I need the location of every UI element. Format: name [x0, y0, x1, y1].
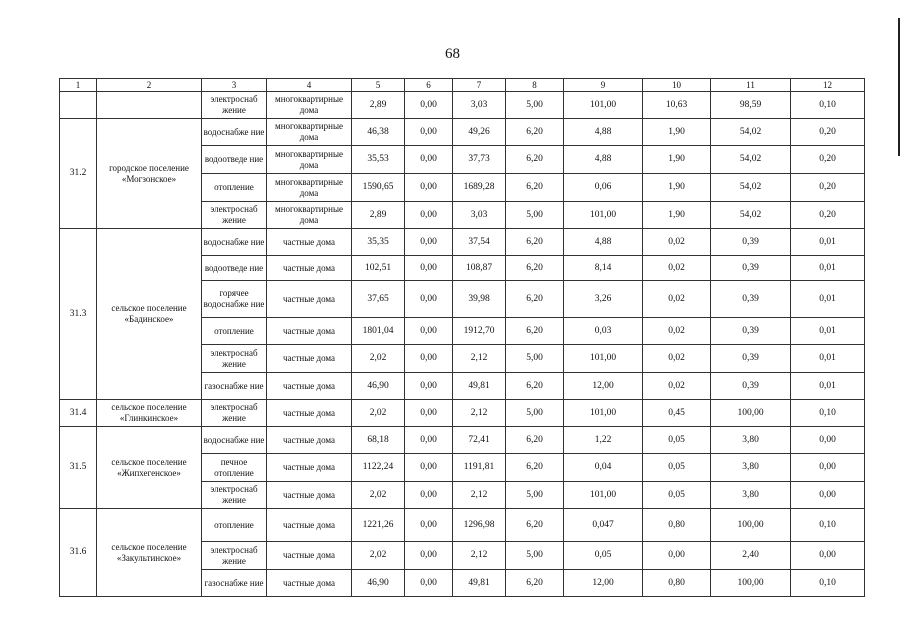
value-cell: 0,00 [791, 427, 865, 454]
value-cell: 108,87 [453, 256, 506, 281]
value-cell: 46,90 [352, 373, 405, 400]
value-cell: 2,89 [352, 92, 405, 119]
value-cell: 0,01 [791, 373, 865, 400]
row-number-cell: 31.3 [60, 229, 97, 400]
value-cell: 101,00 [564, 400, 643, 427]
value-cell: 0,00 [405, 373, 453, 400]
value-cell: 1,90 [643, 174, 711, 202]
value-cell: 0,01 [791, 229, 865, 256]
utility-service-cell: электроснаб жение [202, 202, 267, 229]
value-cell: 3,26 [564, 281, 643, 318]
value-cell: 54,02 [711, 146, 791, 174]
value-cell: 5,00 [506, 542, 564, 570]
value-cell: 1,90 [643, 119, 711, 146]
utility-service-cell: газоснабже ние [202, 570, 267, 597]
value-cell: 0,02 [643, 345, 711, 373]
value-cell: 0,04 [564, 454, 643, 482]
value-cell: 0,05 [643, 454, 711, 482]
value-cell: 3,80 [711, 427, 791, 454]
housing-category-cell: частные дома [267, 281, 352, 318]
settlement-name-cell: сельское поселение «Глинкинское» [97, 400, 202, 427]
utility-service-cell: электроснаб жение [202, 400, 267, 427]
value-cell: 0,00 [405, 570, 453, 597]
value-cell: 12,00 [564, 373, 643, 400]
value-cell: 54,02 [711, 119, 791, 146]
value-cell: 54,02 [711, 174, 791, 202]
value-cell: 54,02 [711, 202, 791, 229]
value-cell: 0,06 [564, 174, 643, 202]
column-number-cell: 9 [564, 79, 643, 92]
value-cell: 6,20 [506, 509, 564, 542]
utility-service-cell: электроснаб жение [202, 345, 267, 373]
housing-category-cell: частные дома [267, 427, 352, 454]
value-cell: 3,03 [453, 92, 506, 119]
value-cell: 101,00 [564, 345, 643, 373]
value-cell: 0,10 [791, 400, 865, 427]
value-cell: 0,80 [643, 570, 711, 597]
housing-category-cell: частные дома [267, 509, 352, 542]
value-cell: 0,00 [405, 119, 453, 146]
value-cell: 6,20 [506, 146, 564, 174]
value-cell: 2,12 [453, 400, 506, 427]
housing-category-cell: многоквартирные дома [267, 174, 352, 202]
column-number-cell: 3 [202, 79, 267, 92]
value-cell: 0,10 [791, 509, 865, 542]
column-number-cell: 4 [267, 79, 352, 92]
tariff-table [59, 78, 865, 597]
value-cell: 0,00 [643, 542, 711, 570]
settlement-name-cell: сельское поселение «Жипхегенское» [97, 427, 202, 509]
value-cell: 101,00 [564, 92, 643, 119]
value-cell: 6,20 [506, 427, 564, 454]
row-number-cell [60, 92, 97, 119]
page-number: 68 [445, 46, 460, 62]
settlement-name-cell: сельское поселение «Закультинское» [97, 509, 202, 597]
value-cell: 0,00 [791, 454, 865, 482]
value-cell: 0,20 [791, 146, 865, 174]
value-cell: 5,00 [506, 400, 564, 427]
value-cell: 0,00 [405, 229, 453, 256]
value-cell: 2,40 [711, 542, 791, 570]
value-cell: 0,10 [791, 570, 865, 597]
value-cell: 6,20 [506, 454, 564, 482]
settlement-name-cell: городское поселение «Могзонское» [97, 119, 202, 229]
housing-category-cell: частные дома [267, 345, 352, 373]
value-cell: 46,90 [352, 570, 405, 597]
table-row [60, 427, 865, 454]
housing-category-cell: частные дома [267, 400, 352, 427]
housing-category-cell: частные дома [267, 570, 352, 597]
value-cell: 6,20 [506, 256, 564, 281]
utility-service-cell: отопление [202, 174, 267, 202]
value-cell: 0,39 [711, 256, 791, 281]
utility-service-cell: водоотведе ние [202, 146, 267, 174]
value-cell: 4,88 [564, 119, 643, 146]
column-number-cell: 11 [711, 79, 791, 92]
column-number-cell: 8 [506, 79, 564, 92]
housing-category-cell: частные дома [267, 482, 352, 509]
utility-service-cell: отопление [202, 509, 267, 542]
value-cell: 2,02 [352, 482, 405, 509]
utility-service-cell: электроснаб жение [202, 482, 267, 509]
value-cell: 0,00 [405, 400, 453, 427]
utility-service-cell: электроснаб жение [202, 542, 267, 570]
value-cell: 0,00 [405, 202, 453, 229]
housing-category-cell: частные дома [267, 256, 352, 281]
value-cell: 5,00 [506, 345, 564, 373]
value-cell: 5,00 [506, 92, 564, 119]
utility-service-cell: отопление [202, 318, 267, 345]
value-cell: 4,88 [564, 146, 643, 174]
value-cell: 49,81 [453, 373, 506, 400]
housing-category-cell: многоквартирные дома [267, 119, 352, 146]
value-cell: 0,00 [405, 482, 453, 509]
value-cell: 0,00 [405, 256, 453, 281]
value-cell: 0,00 [405, 318, 453, 345]
row-number-cell: 31.5 [60, 427, 97, 509]
value-cell: 0,01 [791, 281, 865, 318]
value-cell: 0,20 [791, 202, 865, 229]
value-cell: 1,22 [564, 427, 643, 454]
value-cell: 0,05 [564, 542, 643, 570]
value-cell: 72,41 [453, 427, 506, 454]
value-cell: 0,20 [791, 174, 865, 202]
utility-service-cell: электроснаб жение [202, 92, 267, 119]
value-cell: 0,05 [643, 427, 711, 454]
value-cell: 39,98 [453, 281, 506, 318]
value-cell: 0,39 [711, 373, 791, 400]
row-number-cell: 31.2 [60, 119, 97, 229]
value-cell: 0,39 [711, 281, 791, 318]
housing-category-cell: частные дома [267, 318, 352, 345]
value-cell: 0,02 [643, 256, 711, 281]
value-cell: 35,53 [352, 146, 405, 174]
row-number-cell: 31.6 [60, 509, 97, 597]
value-cell: 2,12 [453, 345, 506, 373]
value-cell: 46,38 [352, 119, 405, 146]
value-cell: 0,00 [405, 427, 453, 454]
value-cell: 2,89 [352, 202, 405, 229]
value-cell: 2,02 [352, 345, 405, 373]
value-cell: 0,02 [643, 281, 711, 318]
table-row [60, 92, 865, 119]
value-cell: 0,00 [405, 92, 453, 119]
value-cell: 6,20 [506, 570, 564, 597]
value-cell: 1296,98 [453, 509, 506, 542]
value-cell: 100,00 [711, 570, 791, 597]
value-cell: 2,02 [352, 542, 405, 570]
housing-category-cell: частные дома [267, 229, 352, 256]
value-cell: 101,00 [564, 482, 643, 509]
value-cell: 1,90 [643, 202, 711, 229]
value-cell: 6,20 [506, 229, 564, 256]
value-cell: 6,20 [506, 318, 564, 345]
value-cell: 6,20 [506, 119, 564, 146]
column-number-cell: 1 [60, 79, 97, 92]
utility-service-cell: водоснабже ние [202, 427, 267, 454]
table-row [60, 229, 865, 256]
housing-category-cell: многоквартирные дома [267, 202, 352, 229]
value-cell: 3,03 [453, 202, 506, 229]
value-cell: 1221,26 [352, 509, 405, 542]
value-cell: 98,59 [711, 92, 791, 119]
value-cell: 102,51 [352, 256, 405, 281]
column-number-cell: 5 [352, 79, 405, 92]
value-cell: 5,00 [506, 202, 564, 229]
value-cell: 1122,24 [352, 454, 405, 482]
value-cell: 0,45 [643, 400, 711, 427]
utility-service-cell: горячее водоснабже ние [202, 281, 267, 318]
utility-service-cell: водоснабже ние [202, 229, 267, 256]
value-cell: 0,00 [405, 146, 453, 174]
value-cell: 12,00 [564, 570, 643, 597]
utility-service-cell: газоснабже ние [202, 373, 267, 400]
value-cell: 2,12 [453, 542, 506, 570]
row-number-cell: 31.4 [60, 400, 97, 427]
utility-service-cell: водоотведе ние [202, 256, 267, 281]
value-cell: 0,00 [405, 509, 453, 542]
value-cell: 0,80 [643, 509, 711, 542]
value-cell: 10,63 [643, 92, 711, 119]
housing-category-cell: многоквартирные дома [267, 146, 352, 174]
table-body [60, 79, 865, 597]
housing-category-cell: частные дома [267, 454, 352, 482]
value-cell: 0,00 [791, 482, 865, 509]
value-cell: 0,00 [405, 454, 453, 482]
value-cell: 101,00 [564, 202, 643, 229]
value-cell: 0,01 [791, 256, 865, 281]
value-cell: 0,02 [643, 373, 711, 400]
value-cell: 0,00 [405, 345, 453, 373]
value-cell: 8,14 [564, 256, 643, 281]
value-cell: 2,12 [453, 482, 506, 509]
value-cell: 1,90 [643, 146, 711, 174]
value-cell: 0,02 [643, 318, 711, 345]
column-number-row [60, 79, 865, 92]
column-number-cell: 7 [453, 79, 506, 92]
value-cell: 2,02 [352, 400, 405, 427]
value-cell: 0,00 [405, 174, 453, 202]
value-cell: 0,00 [405, 281, 453, 318]
value-cell: 37,65 [352, 281, 405, 318]
table-row [60, 119, 865, 146]
value-cell: 100,00 [711, 509, 791, 542]
value-cell: 0,00 [791, 542, 865, 570]
value-cell: 1689,28 [453, 174, 506, 202]
table-row [60, 509, 865, 542]
settlement-name-cell [97, 92, 202, 119]
value-cell: 0,01 [791, 318, 865, 345]
value-cell: 5,00 [506, 482, 564, 509]
value-cell: 3,80 [711, 482, 791, 509]
column-number-cell: 12 [791, 79, 865, 92]
value-cell: 6,20 [506, 174, 564, 202]
value-cell: 37,54 [453, 229, 506, 256]
value-cell: 0,00 [405, 542, 453, 570]
value-cell: 1590,65 [352, 174, 405, 202]
value-cell: 35,35 [352, 229, 405, 256]
value-cell: 1801,04 [352, 318, 405, 345]
housing-category-cell: частные дома [267, 373, 352, 400]
settlement-name-cell: сельское поселение «Бадинское» [97, 229, 202, 400]
value-cell: 0,05 [643, 482, 711, 509]
value-cell: 49,26 [453, 119, 506, 146]
value-cell: 0,03 [564, 318, 643, 345]
value-cell: 0,39 [711, 229, 791, 256]
value-cell: 0,39 [711, 318, 791, 345]
housing-category-cell: многоквартирные дома [267, 92, 352, 119]
utility-service-cell: водоснабже ние [202, 119, 267, 146]
value-cell: 68,18 [352, 427, 405, 454]
table-row [60, 400, 865, 427]
value-cell: 4,88 [564, 229, 643, 256]
value-cell: 37,73 [453, 146, 506, 174]
column-number-cell: 6 [405, 79, 453, 92]
value-cell: 49,81 [453, 570, 506, 597]
value-cell: 1912,70 [453, 318, 506, 345]
column-number-cell: 10 [643, 79, 711, 92]
value-cell: 0,01 [791, 345, 865, 373]
value-cell: 6,20 [506, 281, 564, 318]
margin-line [898, 18, 900, 156]
value-cell: 3,80 [711, 454, 791, 482]
value-cell: 1191,81 [453, 454, 506, 482]
value-cell: 0,20 [791, 119, 865, 146]
utility-service-cell: печное отопление [202, 454, 267, 482]
value-cell: 0,02 [643, 229, 711, 256]
value-cell: 100,00 [711, 400, 791, 427]
value-cell: 6,20 [506, 373, 564, 400]
column-number-cell: 2 [97, 79, 202, 92]
value-cell: 0,047 [564, 509, 643, 542]
value-cell: 0,39 [711, 345, 791, 373]
value-cell: 0,10 [791, 92, 865, 119]
housing-category-cell: частные дома [267, 542, 352, 570]
